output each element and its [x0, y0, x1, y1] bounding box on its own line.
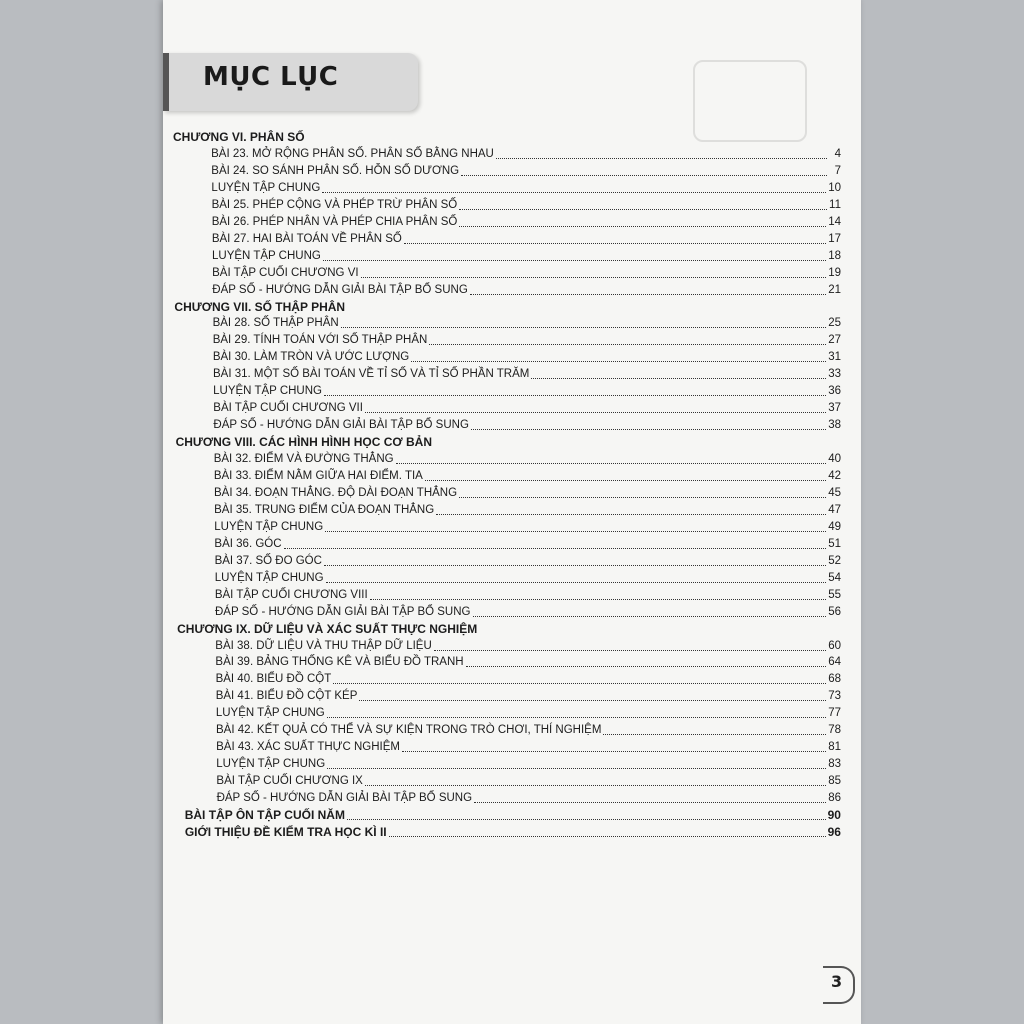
dot-leader: [327, 768, 826, 769]
toc-entry-page: 64: [828, 656, 841, 669]
toc-entry-label: LUYỆN TẬP CHUNG: [211, 181, 321, 194]
toc-entry-label: BÀI 36. GÓC: [214, 537, 282, 550]
toc-entry-label: BÀI TẬP CUỐI CHƯƠNG IX: [216, 775, 363, 788]
toc-lesson-row: [213, 399, 841, 415]
toc-entry-page: 51: [828, 537, 841, 550]
dot-leader: [425, 480, 826, 481]
toc-entry-label: BÀI TẬP CUỐI CHƯƠNG VII: [213, 402, 363, 415]
page-number: 3: [831, 972, 843, 991]
toc-entry-page: 25: [828, 317, 841, 330]
toc-entry-page: 4: [834, 147, 841, 160]
book-page: [163, 0, 861, 1024]
dot-leader: [496, 158, 827, 159]
toc-lesson-row: [215, 586, 841, 602]
toc-entry-label: BÀI 28. SỐ THẬP PHÂN: [212, 317, 339, 330]
dot-leader: [333, 683, 826, 684]
toc-entry-label: BÀI 40. BIỂU ĐỒ CỘT: [215, 673, 332, 686]
toc-entry-page: 54: [828, 571, 841, 584]
toc-entry-page: 14: [828, 215, 841, 228]
toc-entry-label: LUYỆN TẬP CHUNG: [213, 385, 322, 398]
dot-leader: [341, 327, 827, 328]
dot-leader: [404, 243, 826, 244]
dot-leader: [434, 650, 826, 651]
toc-entry-label: BÀI 27. HAI BÀI TOÁN VỀ PHÂN SỐ: [211, 232, 402, 245]
toc-lesson-row: [212, 213, 841, 229]
toc-entry-label: BÀI TẬP CUỐI CHƯƠNG VIII: [214, 588, 368, 601]
toc-entry-label: GIỚI THIỆU ĐỀ KIỂM TRA HỌC KÌ II: [184, 824, 387, 839]
toc-entry-page: 90: [827, 808, 841, 822]
toc-entry-page: 36: [828, 385, 841, 398]
toc-entry-page: 31: [828, 351, 841, 364]
toc-entry-label: BÀI 33. ĐIỂM NẰM GIỮA HAI ĐIỂM. TIA: [213, 470, 423, 482]
dot-leader: [474, 802, 826, 803]
toc-lesson-row: [214, 467, 841, 483]
toc-entry-label: LUYỆN TẬP CHUNG: [212, 249, 321, 262]
toc-lesson-row: [212, 196, 841, 212]
toc-entry-label: ĐÁP SỐ - HƯỚNG DẪN GIẢI BÀI TẬP BỔ SUNG: [215, 605, 471, 618]
toc-entry-page: 7: [834, 164, 841, 177]
toc-lesson-row: [213, 331, 841, 347]
toc-entry-label: BÀI 41. BIỂU ĐỒ CỘT KÉP: [215, 690, 358, 703]
toc-chapter-row: [174, 298, 841, 314]
toc-entry-label: ĐÁP SỐ - HƯỚNG DẪN GIẢI BÀI TẬP BỔ SUNG: [216, 792, 473, 805]
table-of-contents: [163, 0, 861, 1024]
dot-leader: [429, 344, 826, 345]
toc-entry-page: 47: [828, 503, 841, 516]
toc-chapter-row: [173, 128, 841, 144]
toc-entry-page: 19: [828, 266, 841, 279]
toc-lesson-row: [215, 637, 841, 653]
toc-entry-page: 37: [828, 402, 841, 415]
dot-leader: [324, 565, 826, 566]
page-title: MỤC LỤC: [203, 62, 339, 92]
dot-leader: [461, 175, 827, 176]
toc-entry-label: BÀI TẬP ÔN TẬP CUỐI NĂM: [184, 808, 345, 822]
toc-entry-page: 68: [828, 673, 841, 686]
toc-entry-label: BÀI 23. MỞ RỘNG PHÂN SỐ. PHÂN SỐ BẰNG NHAU: [211, 147, 494, 160]
toc-entry-page: 77: [828, 707, 841, 720]
toc-entry-page: 33: [828, 368, 841, 381]
toc-entry-label: BÀI 42. KẾT QUẢ CÓ THỂ VÀ SỰ KIỆN TRONG TRÒ CHƠI, THÍ NGHIỆM: [216, 724, 602, 737]
toc-entry-label: BÀI 39. BẢNG THỐNG KÊ VÀ BIỂU ĐỒ TRANH: [215, 656, 464, 669]
toc-entry-label: BÀI 37. SỐ ĐO GÓC: [214, 554, 322, 567]
dot-leader: [324, 395, 826, 396]
toc-entry-page: 27: [828, 334, 841, 347]
toc-lesson-row: [213, 382, 841, 398]
dot-leader: [359, 700, 826, 701]
toc-lesson-row: [211, 179, 841, 195]
toc-entry-label: LUYỆN TẬP CHUNG: [216, 758, 326, 771]
toc-entry-page: 56: [828, 605, 841, 618]
dot-leader: [365, 412, 826, 413]
dot-leader: [396, 463, 827, 464]
dot-leader: [389, 836, 826, 837]
dot-leader: [402, 751, 826, 752]
dot-leader: [459, 209, 827, 210]
toc-entry-label: BÀI 29. TÍNH TOÁN VỚI SỐ THẬP PHÂN: [212, 334, 428, 347]
toc-lesson-row: [215, 653, 841, 669]
toc-entry-page: 83: [828, 758, 841, 771]
toc-chapter-row: [176, 433, 841, 449]
toc-lesson-row: [216, 721, 841, 737]
toc-entry-label: BÀI 31. MỘT SỐ BÀI TOÁN VỀ TỈ SỐ VÀ TỈ SỐ PHẦN TRĂM: [213, 368, 530, 381]
toc-lesson-row: [213, 365, 841, 381]
dot-leader: [411, 361, 826, 362]
toc-entry-page: 17: [828, 232, 841, 245]
dot-leader: [436, 514, 826, 515]
toc-lesson-row: [214, 501, 841, 517]
toc-lesson-row: [217, 789, 841, 805]
toc-entry-page: 42: [828, 470, 841, 482]
toc-lesson-row: [215, 603, 841, 619]
toc-entry-page: 38: [828, 419, 841, 432]
dot-leader: [466, 666, 827, 667]
toc-lesson-row: [212, 230, 841, 246]
toc-entry-page: 73: [828, 690, 841, 703]
toc-lesson-row: [215, 569, 841, 585]
toc-entry-label: BÀI 34. ĐOẠN THẲNG. ĐỘ DÀI ĐOẠN THẲNG: [214, 486, 458, 499]
toc-lesson-row: [213, 416, 841, 432]
toc-entry-label: BÀI 38. DỮ LIỆU VÀ THU THẬP DỮ LIỆU: [215, 639, 432, 652]
toc-final-row: [185, 806, 841, 822]
toc-entry-label: ĐÁP SỐ - HƯỚNG DẪN GIẢI BÀI TẬP BỔ SUNG: [212, 283, 468, 296]
toc-lesson-row: [216, 687, 841, 703]
toc-entry-label: BÀI 24. SO SÁNH PHÂN SỐ. HỖN SỐ DƯƠNG: [211, 164, 460, 177]
dot-leader: [284, 548, 827, 549]
toc-entry-page: 52: [828, 554, 841, 567]
dot-leader: [473, 616, 827, 617]
toc-entry-page: 86: [828, 792, 841, 805]
toc-entry-page: 81: [828, 741, 841, 754]
toc-entry-page: 55: [828, 588, 841, 601]
toc-lesson-row: [216, 704, 841, 720]
toc-lesson-row: [212, 247, 841, 263]
toc-entry-page: 11: [829, 198, 841, 211]
toc-lesson-row: [216, 755, 841, 771]
dot-leader: [327, 717, 826, 718]
toc-entry-page: 21: [828, 283, 841, 296]
toc-entry-page: 10: [828, 181, 841, 194]
toc-entry-page: 78: [828, 724, 841, 737]
toc-entry-label: BÀI 25. PHÉP CỘNG VÀ PHÉP TRỪ PHÂN SỐ: [211, 198, 458, 211]
toc-entry-page: 60: [828, 639, 841, 652]
toc-entry-label: CHƯƠNG VII. SỐ THẬP PHÂN: [174, 299, 346, 314]
dot-leader: [459, 497, 826, 498]
toc-entry-page: 85: [828, 775, 841, 788]
dot-leader: [322, 192, 826, 193]
dot-leader: [323, 260, 826, 261]
toc-final-row: [185, 823, 841, 839]
dot-leader: [531, 378, 826, 379]
dot-leader: [459, 226, 826, 227]
dot-leader: [603, 734, 826, 735]
toc-entry-label: LUYỆN TẬP CHUNG: [214, 571, 324, 584]
dot-leader: [470, 294, 826, 295]
toc-lesson-row: [214, 518, 841, 534]
dot-leader: [471, 429, 826, 430]
dot-leader: [347, 819, 826, 820]
toc-lesson-row: [214, 450, 841, 466]
toc-lesson-row: [213, 314, 841, 330]
toc-entry-page: 40: [828, 453, 841, 466]
toc-entry-page: 45: [828, 486, 841, 499]
toc-entry-label: CHƯƠNG VI. PHÂN SỐ: [173, 130, 305, 144]
toc-lesson-row: [214, 535, 841, 551]
dot-leader: [365, 785, 826, 786]
toc-entry-page: 18: [828, 249, 841, 262]
toc-lesson-row: [216, 738, 841, 754]
toc-lesson-row: [216, 772, 841, 788]
toc-entry-label: CHƯƠNG IX. DỮ LIỆU VÀ XÁC SUẤT THỰC NGHIỆM: [177, 621, 478, 636]
toc-entry-page: 96: [827, 824, 841, 839]
toc-entry-label: BÀI TẬP CUỐI CHƯƠNG VI: [212, 266, 359, 279]
toc-entry-page: 49: [828, 520, 841, 533]
toc-entry-label: BÀI 43. XÁC SUẤT THỰC NGHIỆM: [216, 741, 400, 754]
toc-lesson-row: [215, 552, 841, 568]
toc-lesson-row: [212, 264, 841, 280]
toc-entry-label: BÀI 30. LÀM TRÒN VÀ ƯỚC LƯỢNG: [212, 351, 410, 364]
dot-leader: [326, 582, 827, 583]
toc-chapter-row: [177, 620, 841, 636]
dot-leader: [361, 277, 827, 278]
toc-lesson-row: [216, 670, 841, 686]
toc-entry-label: BÀI 26. PHÉP NHÂN VÀ PHÉP CHIA PHÂN SỐ: [211, 215, 458, 228]
toc-entry-label: CHƯƠNG VIII. CÁC HÌNH HÌNH HỌC CƠ BẢN: [175, 435, 432, 450]
toc-entry-label: LUYỆN TẬP CHUNG: [215, 707, 325, 720]
toc-lesson-row: [213, 348, 841, 364]
toc-lesson-row: [214, 484, 841, 500]
dot-leader: [325, 531, 826, 532]
toc-lesson-row: [211, 162, 841, 178]
dot-leader: [370, 599, 827, 600]
toc-entry-label: BÀI 32. ĐIỂM VÀ ĐƯỜNG THẲNG: [213, 453, 394, 466]
toc-lesson-row: [212, 281, 841, 297]
toc-entry-label: BÀI 35. TRUNG ĐIỂM CỦA ĐOẠN THẲNG: [214, 503, 435, 516]
toc-entry-label: ĐÁP SỐ - HƯỚNG DẪN GIẢI BÀI TẬP BỔ SUNG: [213, 419, 469, 432]
toc-entry-label: LUYỆN TẬP CHUNG: [214, 520, 324, 533]
toc-lesson-row: [211, 145, 841, 161]
